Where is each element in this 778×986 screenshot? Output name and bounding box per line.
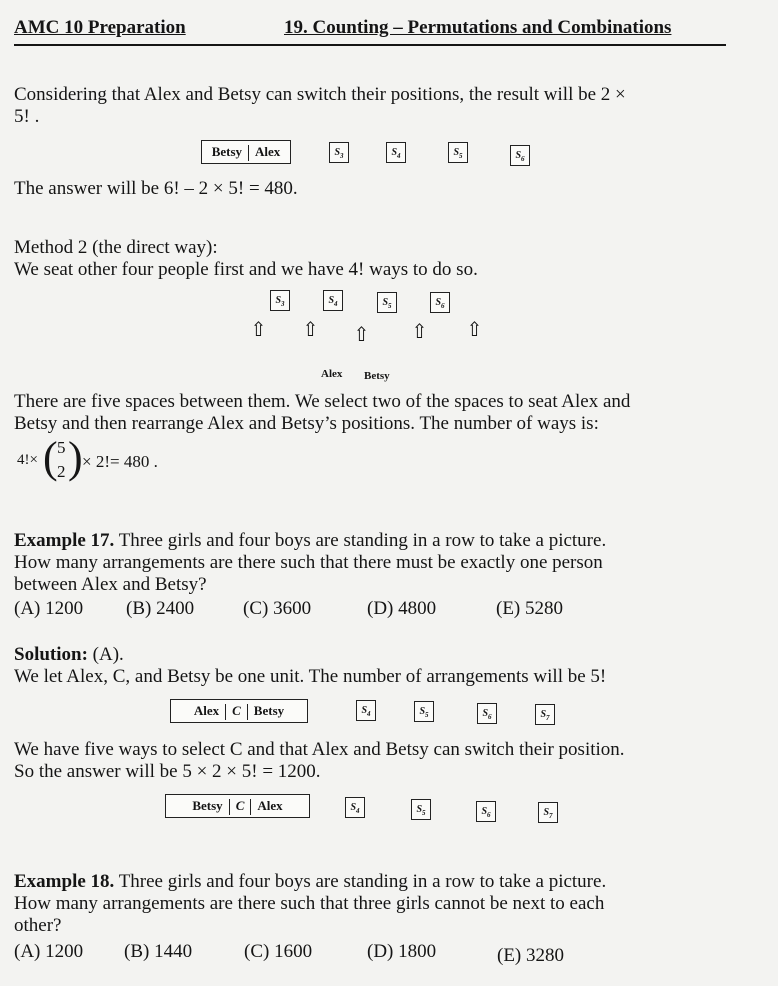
pair-betsy-label: Betsy [211, 144, 243, 159]
betsy-alex-pair-box [201, 140, 291, 164]
example17-choice-b: (B) 2400 [126, 598, 195, 619]
solution17-header: Solution: (A). [14, 644, 124, 665]
para2-line2: Betsy and then rearrange Alex and Betsy’s positions. The number of ways is: [14, 413, 599, 434]
example17-line2: How many arrangements are there such that there must be exactly one person [14, 552, 603, 573]
para2-line1: There are five spaces between them. We select two of the spaces to seat Alex and [14, 391, 631, 412]
pair-alex-label: Alex [255, 144, 281, 159]
up-arrow-icon: ⇧ [411, 321, 428, 343]
example18-choice-e: (E) 3280 [497, 945, 565, 966]
up-arrow-icon: ⇧ [353, 324, 370, 346]
solution17-line2: We have five ways to select C and that Alex and Betsy can switch their position. [14, 739, 625, 760]
binom-bottom: 2 [57, 462, 66, 481]
seat-slot-box: $S_4$ [345, 797, 365, 818]
example18-line3: other? [14, 915, 62, 936]
method2-title: Method 2 (the direct way): [14, 237, 218, 258]
example17-line1: Example 17. Three girls and four boys are standing in a row to take a picture. [14, 530, 607, 551]
formula-prefix: 4!× [17, 452, 38, 468]
seat-slot-box: $S_3$ [329, 142, 349, 163]
example17-choice-a: (A) 1200 [14, 598, 84, 619]
seat-slot-box: $S_5$ [411, 799, 431, 820]
left-paren-icon: ( [43, 433, 58, 482]
para1-line2: 5! . [14, 106, 40, 127]
method2-line: We seat other four people first and we have 4! ways to do so. [14, 259, 478, 280]
seat-slot-box: $S_6$ [510, 145, 530, 166]
solution17-line3: So the answer will be 5 × 2 × 5! = 1200. [14, 761, 321, 782]
seat-slot-box: $S_7$ [538, 802, 558, 823]
example18-choice-b: (B) 1440 [124, 941, 193, 962]
alex-c-betsy-unit-box: Alex C Betsy [170, 699, 308, 723]
binom-top: 5 [57, 438, 66, 457]
example17-choice-e: (E) 5280 [496, 598, 564, 619]
seat-slot-box: $S_5$ [377, 292, 397, 313]
example18-line1: Example 18. Three girls and four boys are standing in a row to take a picture. [14, 871, 607, 892]
seat-slot-box: $S_4$ [386, 142, 406, 163]
up-arrow-icon: ⇧ [302, 319, 319, 341]
page-header [14, 14, 726, 46]
label-betsy: Betsy [364, 370, 390, 382]
seat-slot-box: $S_3$ [270, 290, 290, 311]
example18-line2: How many arrangements are there such that three girls cannot be next to each [14, 893, 605, 914]
example18-label: Example 18. [14, 871, 115, 892]
header-chapter-title: 19. Counting – Permutations and Combinations [284, 17, 672, 38]
example17-label: Example 17. [14, 530, 115, 551]
up-arrow-icon: ⇧ [466, 319, 483, 341]
example17-line3: between Alex and Betsy? [14, 574, 207, 595]
para1-line1: Considering that Alex and Betsy can switch their positions, the result will be 2 × [14, 84, 626, 105]
solution-label: Solution: [14, 644, 88, 665]
answer-method1: The answer will be 6! – 2 × 5! = 480. [14, 178, 298, 199]
seat-slot-box: $S_4$ [356, 700, 376, 721]
example18-choice-a: (A) 1200 [14, 941, 84, 962]
example17-choice-c: (C) 3600 [243, 598, 312, 619]
seat-slot-box: $S_7$ [535, 704, 555, 725]
up-arrow-icon: ⇧ [250, 319, 267, 341]
seat-slot-box: $S_5$ [448, 142, 468, 163]
betsy-c-alex-unit-box: Betsy C Alex [165, 794, 310, 818]
formula-suffix: × 2!= 480 . [82, 452, 158, 471]
header-course-title: AMC 10 Preparation [14, 17, 186, 38]
example18-choice-c: (C) 1600 [244, 941, 313, 962]
right-paren-icon: ) [68, 433, 83, 482]
seat-slot-box: $S_4$ [323, 290, 343, 311]
example17-choice-d: (D) 4800 [367, 598, 437, 619]
label-alex: Alex [321, 368, 343, 380]
solution17-line1: We let Alex, C, and Betsy be one unit. The number of arrangements will be 5! [14, 666, 607, 687]
example18-choice-d: (D) 1800 [367, 941, 437, 962]
seat-slot-box: $S_6$ [430, 292, 450, 313]
seat-slot-box: $S_5$ [414, 701, 434, 722]
seat-slot-box: $S_6$ [476, 801, 496, 822]
seat-slot-box: $S_6$ [477, 703, 497, 724]
